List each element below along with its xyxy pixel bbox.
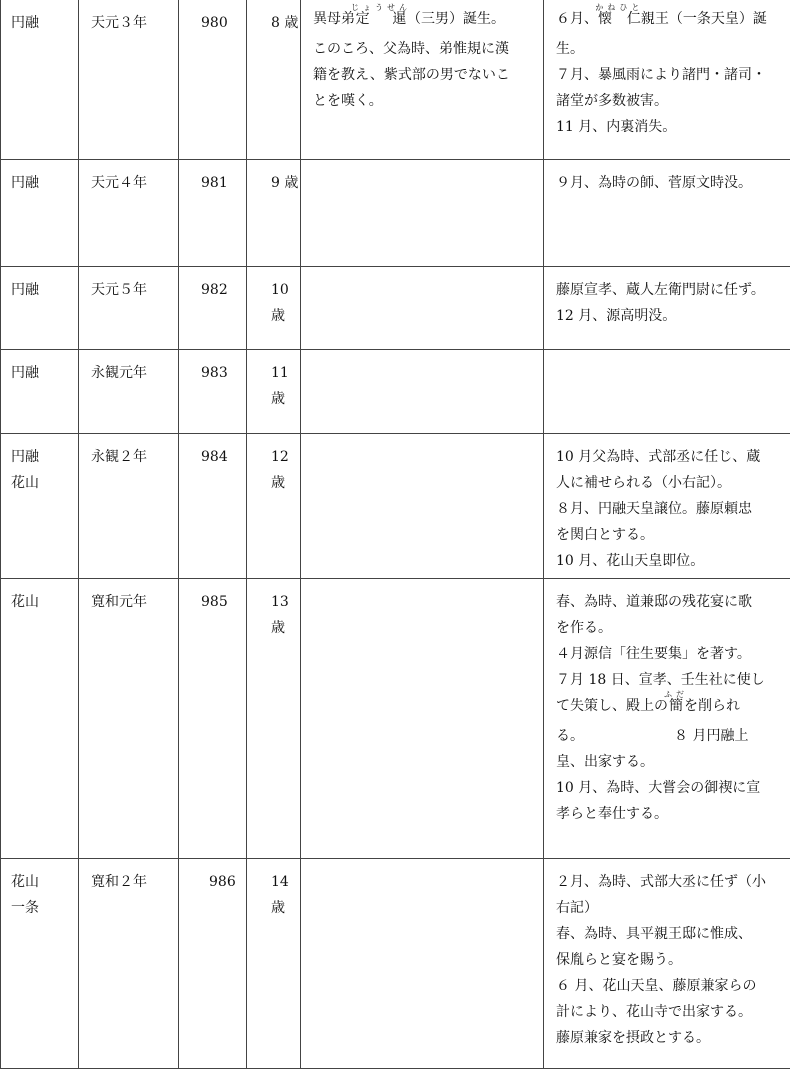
history-line: て失策し、殿上の簡ふだを削られ [556,689,786,723]
year-cell: 天元５年 [79,267,179,350]
event-cell [301,579,544,859]
age-cell: 11 歳 [247,350,301,434]
ad-year-cell: 984 [179,434,247,579]
age-cell: 14 歳 [247,859,301,1069]
table-row [1,859,790,1069]
table-row [1,350,790,434]
age-cell: 12 歳 [247,434,301,579]
history-cell: ２月、為時、式部大丞に任ず（小 右記） 春、為時、具平親王邸に惟成、 保胤らと宴を賜う。 ６ 月、花山天皇、藤原兼家らの 計により、花山寺で出家する。 藤原兼家を摂政とする。 [544,859,790,1069]
year-cell: 永観元年 [79,350,179,434]
ad-year-cell: 981 [179,160,247,267]
event-cell [301,434,544,579]
era-cell: 円融 [1,350,79,434]
year-cell: 天元４年 [79,160,179,267]
table-row [1,434,790,579]
age-cell: 10 歳 [247,267,301,350]
age-cell: 9 歳 [247,160,301,267]
event-cell [301,350,544,434]
history-cell: 藤原宣孝、蔵人左衛門尉に任ず。 12 月、源高明没。 [544,267,790,350]
event-cell [301,267,544,350]
event-cell [301,859,544,1069]
age-cell: 13 歳 [247,579,301,859]
year-cell: 寛和元年 [79,579,179,859]
era-cell: 円融 [1,160,79,267]
era-cell: 円融 花山 [1,434,79,579]
year-cell: 天元３年 [79,0,179,160]
table-row [1,267,790,350]
age-cell: 8 歳 [247,0,301,160]
ad-year-cell: 983 [179,350,247,434]
history-cell: ９月、為時の師、菅原文時没。 [544,160,790,267]
ad-year-cell: 986 [179,859,247,1069]
history-line: ６月、懐 仁かねひと親王（一条天皇）誕 [556,2,786,36]
era-cell: 円融 [1,267,79,350]
table-row [1,0,790,160]
event-cell [301,160,544,267]
year-cell: 永観２年 [79,434,179,579]
ad-year-cell: 985 [179,579,247,859]
event-cell: 異母弟定 暹じょうせん（三男）誕生。 このころ、父為時、弟惟規に漢 籍を教え、紫式部の男でないこ とを嘆く。 [301,0,544,160]
era-cell: 円融 [1,0,79,160]
history-line: る。 ８ 月円融上 [556,723,786,749]
ad-year-cell: 982 [179,267,247,350]
era-cell: 花山 [1,579,79,859]
table-row [1,160,790,267]
era-cell: 花山 一条 [1,859,79,1069]
history-cell: 春、為時、道兼邸の残花宴に歌 を作る。 ４月源信「往生要集」を著す。 ７月 18 日、宣孝、壬生社に使し て失策し、殿上の簡ふだを削られ る。 ８ 月円融上 皇、出家する。 10 月、為時、大嘗会の御禊に宣 孝らと奉仕する。 [544,579,790,859]
ad-year-cell: 980 [179,0,247,160]
year-cell: 寛和２年 [79,859,179,1069]
history-cell: ６月、懐 仁かねひと親王（一条天皇）誕 生。 ７月、暴風雨により諸門・諸司・ 諸堂が多数被害。 11 月、内裏消失。 [544,0,790,160]
event-line: 異母弟定 暹じょうせん（三男）誕生。 [313,2,539,36]
history-cell: 10 月父為時、式部丞に任じ、蔵 人に補せられる（小右記）。 ８月、円融天皇譲位。藤原頼忠 を関白とする。 10 月、花山天皇即位。 [544,434,790,579]
history-cell [544,350,790,434]
table-row [1,579,790,859]
